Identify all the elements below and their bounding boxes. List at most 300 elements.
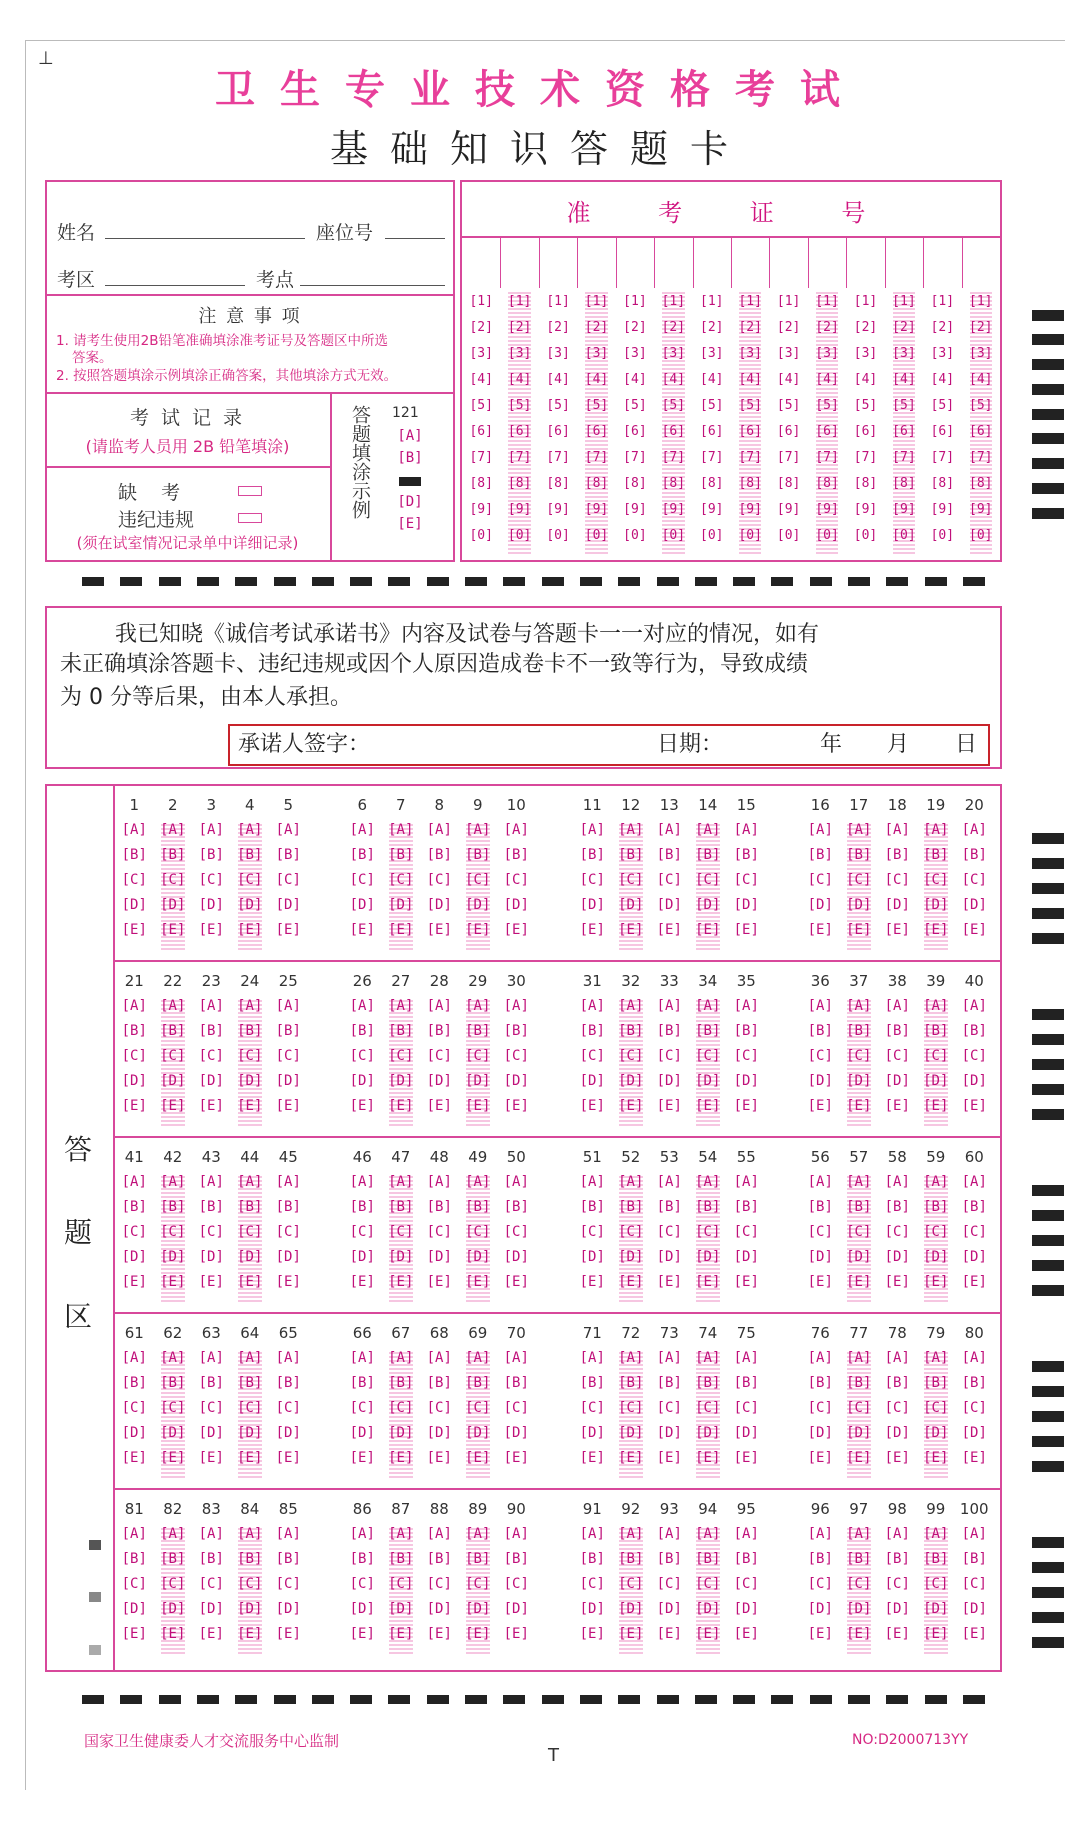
answer-bubble[interactable]: [B] (695, 1375, 721, 1391)
ticket-digit-bubble[interactable]: [9] (623, 502, 647, 517)
answer-bubble[interactable]: [D] (961, 1073, 987, 1089)
answer-bubble[interactable]: [E] (388, 1098, 414, 1114)
answer-bubble[interactable]: [D] (160, 1073, 186, 1089)
answer-bubble[interactable]: [D] (237, 1601, 263, 1617)
answer-bubble[interactable]: [A] (426, 1526, 452, 1542)
ticket-digit-bubble[interactable]: [5] (623, 398, 647, 413)
ticket-digit-bubble[interactable]: [1] (507, 294, 532, 309)
answer-bubble[interactable]: [A] (656, 998, 682, 1014)
answer-bubble[interactable]: [C] (807, 1224, 833, 1240)
answer-bubble[interactable]: [A] (579, 1174, 605, 1190)
answer-bubble[interactable]: [D] (121, 897, 147, 913)
answer-bubble[interactable]: [D] (121, 1249, 147, 1265)
answer-bubble[interactable]: [A] (923, 1174, 949, 1190)
answer-bubble[interactable]: [A] (121, 1526, 147, 1542)
answer-bubble[interactable]: [E] (465, 1450, 491, 1466)
answer-bubble[interactable]: [C] (465, 1400, 491, 1416)
answer-bubble[interactable]: [A] (961, 998, 987, 1014)
answer-bubble[interactable]: [D] (465, 1601, 491, 1617)
answer-bubble[interactable]: [C] (503, 1400, 529, 1416)
answer-bubble[interactable]: [A] (618, 1526, 644, 1542)
ticket-digit-bubble[interactable]: [7] (584, 450, 609, 465)
answer-bubble[interactable]: [C] (884, 872, 910, 888)
answer-bubble[interactable]: [A] (503, 998, 529, 1014)
answer-bubble[interactable]: [C] (618, 1400, 644, 1416)
answer-bubble[interactable]: [C] (846, 1400, 872, 1416)
ticket-digit-bubble[interactable]: [1] (892, 294, 916, 309)
answer-bubble[interactable]: [E] (237, 1274, 263, 1290)
answer-bubble[interactable]: [D] (923, 1425, 949, 1441)
answer-bubble[interactable]: [C] (160, 1576, 186, 1592)
answer-bubble[interactable]: [D] (618, 1073, 644, 1089)
answer-bubble[interactable]: [D] (198, 1073, 224, 1089)
ticket-digit-bubble[interactable]: [1] (661, 294, 686, 309)
answer-bubble[interactable]: [B] (503, 1199, 529, 1215)
answer-bubble[interactable]: [C] (465, 872, 491, 888)
answer-bubble[interactable]: [B] (198, 1199, 224, 1215)
answer-bubble[interactable]: [D] (656, 1073, 682, 1089)
answer-bubble[interactable]: [E] (846, 1098, 872, 1114)
answer-bubble[interactable]: [A] (807, 1350, 833, 1366)
answer-bubble[interactable]: [C] (388, 1048, 414, 1064)
answer-bubble[interactable]: [C] (275, 1224, 301, 1240)
answer-bubble[interactable]: [C] (237, 1224, 263, 1240)
answer-bubble[interactable]: [D] (349, 1601, 375, 1617)
answer-bubble[interactable]: [D] (237, 1249, 263, 1265)
ticket-digit-bubble[interactable]: [2] (969, 320, 993, 335)
answer-bubble[interactable]: [A] (121, 1174, 147, 1190)
answer-bubble[interactable]: [B] (349, 1199, 375, 1215)
answer-bubble[interactable]: [B] (884, 1551, 910, 1567)
answer-bubble[interactable]: [C] (961, 1400, 987, 1416)
answer-bubble[interactable]: [C] (503, 1576, 529, 1592)
area-field[interactable] (105, 285, 245, 286)
ticket-digit-bubble[interactable]: [1] (776, 294, 801, 309)
answer-bubble[interactable]: [C] (198, 1224, 224, 1240)
answer-bubble[interactable]: [E] (121, 1098, 147, 1114)
answer-bubble[interactable]: [A] (807, 822, 833, 838)
answer-bubble[interactable]: [B] (923, 1199, 949, 1215)
answer-bubble[interactable]: [B] (923, 1375, 949, 1391)
ticket-digit-bubble[interactable]: [3] (930, 346, 955, 361)
answer-bubble[interactable]: [B] (237, 1375, 263, 1391)
answer-bubble[interactable]: [B] (846, 1375, 872, 1391)
ticket-digit-bubble[interactable]: [4] (892, 372, 916, 387)
answer-bubble[interactable]: [C] (923, 1224, 949, 1240)
answer-bubble[interactable]: [A] (656, 1526, 682, 1542)
ticket-digit-bubble[interactable]: [5] (507, 398, 532, 413)
answer-bubble[interactable]: [E] (656, 1098, 682, 1114)
ticket-digit-bubble[interactable]: [9] (815, 502, 839, 517)
answer-bubble[interactable]: [C] (579, 1576, 605, 1592)
answer-bubble[interactable]: [C] (807, 1048, 833, 1064)
ticket-digit-bubble[interactable]: [2] (507, 320, 532, 335)
answer-bubble[interactable]: [E] (465, 1274, 491, 1290)
ticket-digit-bubble[interactable]: [3] (469, 346, 493, 361)
answer-bubble[interactable]: [C] (846, 1224, 872, 1240)
ticket-digit-bubble[interactable]: [8] (507, 476, 532, 491)
ticket-digit-bubble[interactable]: [5] (469, 398, 493, 413)
answer-bubble[interactable]: [E] (349, 1098, 375, 1114)
answer-bubble[interactable]: [A] (198, 1526, 224, 1542)
answer-bubble[interactable]: [C] (923, 1400, 949, 1416)
ticket-digit-bubble[interactable]: [5] (546, 398, 570, 413)
answer-bubble[interactable]: [C] (695, 872, 721, 888)
answer-bubble[interactable]: [E] (121, 1626, 147, 1642)
ticket-digit-bubble[interactable]: [9] (507, 502, 532, 517)
answer-bubble[interactable]: [E] (198, 1450, 224, 1466)
answer-bubble[interactable]: [D] (923, 897, 949, 913)
answer-bubble[interactable]: [E] (388, 1626, 414, 1642)
answer-bubble[interactable]: [C] (349, 1048, 375, 1064)
answer-bubble[interactable]: [E] (884, 1274, 910, 1290)
answer-bubble[interactable]: [B] (579, 1551, 605, 1567)
ticket-digit-bubble[interactable]: [3] (661, 346, 686, 361)
answer-bubble[interactable]: [B] (961, 1375, 987, 1391)
answer-bubble[interactable]: [B] (275, 1199, 301, 1215)
answer-bubble[interactable]: [E] (618, 1450, 644, 1466)
ticket-digit-bubble[interactable]: [9] (469, 502, 493, 517)
answer-bubble[interactable]: [D] (579, 1073, 605, 1089)
answer-bubble[interactable]: [B] (388, 1375, 414, 1391)
answer-bubble[interactable]: [E] (923, 1626, 949, 1642)
answer-bubble[interactable]: [C] (923, 1576, 949, 1592)
answer-bubble[interactable]: [D] (695, 1073, 721, 1089)
answer-bubble[interactable]: [D] (388, 1601, 414, 1617)
answer-bubble[interactable]: [A] (961, 1174, 987, 1190)
answer-bubble[interactable]: [A] (656, 822, 682, 838)
answer-bubble[interactable]: [B] (388, 1023, 414, 1039)
answer-bubble[interactable]: [C] (656, 1048, 682, 1064)
answer-bubble[interactable]: [A] (160, 1526, 186, 1542)
answer-bubble[interactable]: [C] (923, 1048, 949, 1064)
answer-bubble[interactable]: [B] (807, 1199, 833, 1215)
answer-bubble[interactable]: [E] (160, 1098, 186, 1114)
answer-bubble[interactable]: [E] (388, 1450, 414, 1466)
answer-bubble[interactable]: [C] (275, 872, 301, 888)
answer-bubble[interactable]: [E] (237, 922, 263, 938)
ticket-digit-bubble[interactable]: [1] (738, 294, 762, 309)
answer-bubble[interactable]: [B] (237, 1551, 263, 1567)
answer-bubble[interactable]: [A] (733, 822, 759, 838)
answer-bubble[interactable]: [A] (349, 1174, 375, 1190)
ticket-digit-bubble[interactable]: [6] (930, 424, 955, 439)
answer-bubble[interactable]: [A] (807, 1174, 833, 1190)
answer-bubble[interactable]: [D] (846, 1073, 872, 1089)
answer-bubble[interactable]: [E] (846, 1274, 872, 1290)
answer-bubble[interactable]: [B] (884, 1199, 910, 1215)
answer-bubble[interactable]: [D] (388, 897, 414, 913)
answer-bubble[interactable]: [A] (695, 1350, 721, 1366)
ticket-digit-bubble[interactable]: [0] (546, 528, 570, 543)
ticket-digit-bubble[interactable]: [9] (546, 502, 570, 517)
answer-bubble[interactable]: [D] (160, 1425, 186, 1441)
answer-bubble[interactable]: [E] (388, 1274, 414, 1290)
answer-bubble[interactable]: [C] (656, 872, 682, 888)
answer-bubble[interactable]: [D] (121, 1073, 147, 1089)
answer-bubble[interactable]: [B] (884, 1375, 910, 1391)
answer-bubble[interactable]: [B] (121, 847, 147, 863)
ticket-digit-bubble[interactable]: [1] (930, 294, 955, 309)
answer-bubble[interactable]: [C] (695, 1400, 721, 1416)
answer-bubble[interactable]: [A] (237, 1350, 263, 1366)
answer-bubble[interactable]: [B] (618, 1375, 644, 1391)
ticket-digit-bubble[interactable]: [1] (853, 294, 878, 309)
ticket-digit-bubble[interactable]: [9] (738, 502, 762, 517)
answer-bubble[interactable]: [A] (275, 1350, 301, 1366)
answer-bubble[interactable]: [A] (349, 1526, 375, 1542)
answer-bubble[interactable]: [C] (618, 1048, 644, 1064)
answer-bubble[interactable]: [C] (198, 1048, 224, 1064)
answer-bubble[interactable]: [E] (503, 1450, 529, 1466)
answer-bubble[interactable]: [A] (237, 822, 263, 838)
answer-bubble[interactable]: [C] (198, 1400, 224, 1416)
answer-bubble[interactable]: [E] (961, 922, 987, 938)
answer-bubble[interactable]: [D] (884, 897, 910, 913)
answer-bubble[interactable]: [B] (503, 1023, 529, 1039)
answer-bubble[interactable]: [B] (198, 1375, 224, 1391)
answer-bubble[interactable]: [C] (656, 1400, 682, 1416)
answer-bubble[interactable]: [A] (923, 998, 949, 1014)
answer-bubble[interactable]: [E] (503, 922, 529, 938)
answer-bubble[interactable]: [A] (923, 1350, 949, 1366)
ticket-digit-bubble[interactable]: [5] (776, 398, 801, 413)
answer-bubble[interactable]: [C] (695, 1224, 721, 1240)
ticket-digit-bubble[interactable]: [7] (853, 450, 878, 465)
answer-bubble[interactable]: [E] (961, 1098, 987, 1114)
answer-bubble[interactable]: [C] (884, 1048, 910, 1064)
answer-bubble[interactable]: [C] (465, 1224, 491, 1240)
answer-bubble[interactable]: [A] (503, 822, 529, 838)
answer-bubble[interactable]: [B] (618, 1551, 644, 1567)
answer-bubble[interactable]: [E] (656, 1450, 682, 1466)
answer-bubble[interactable]: [A] (160, 998, 186, 1014)
answer-bubble[interactable]: [B] (503, 1375, 529, 1391)
answer-bubble[interactable]: [E] (618, 1626, 644, 1642)
answer-bubble[interactable]: [E] (733, 1450, 759, 1466)
answer-bubble[interactable]: [D] (579, 1249, 605, 1265)
answer-bubble[interactable]: [B] (618, 1023, 644, 1039)
answer-bubble[interactable]: [E] (695, 1626, 721, 1642)
answer-bubble[interactable]: [C] (733, 1048, 759, 1064)
answer-bubble[interactable]: [E] (579, 1098, 605, 1114)
answer-bubble[interactable]: [B] (807, 1375, 833, 1391)
answer-bubble[interactable]: [A] (160, 1174, 186, 1190)
answer-bubble[interactable]: [B] (275, 1375, 301, 1391)
answer-bubble[interactable]: [C] (579, 1400, 605, 1416)
answer-bubble[interactable]: [D] (807, 1073, 833, 1089)
answer-bubble[interactable]: [A] (884, 822, 910, 838)
ticket-digit-bubble[interactable]: [2] (623, 320, 647, 335)
answer-bubble[interactable]: [B] (426, 847, 452, 863)
answer-bubble[interactable]: [A] (388, 822, 414, 838)
answer-bubble[interactable]: [D] (733, 1073, 759, 1089)
ticket-digit-bubble[interactable]: [3] (700, 346, 724, 361)
answer-bubble[interactable]: [E] (388, 922, 414, 938)
answer-bubble[interactable]: [E] (198, 1626, 224, 1642)
answer-bubble[interactable]: [D] (733, 897, 759, 913)
ticket-digit-bubble[interactable]: [9] (776, 502, 801, 517)
answer-bubble[interactable]: [E] (884, 1626, 910, 1642)
answer-bubble[interactable]: [E] (237, 1450, 263, 1466)
answer-bubble[interactable]: [B] (656, 1023, 682, 1039)
answer-bubble[interactable]: [B] (465, 1375, 491, 1391)
ticket-digit-bubble[interactable]: [8] (623, 476, 647, 491)
ticket-digit-bubble[interactable]: [9] (892, 502, 916, 517)
answer-bubble[interactable]: [B] (198, 1551, 224, 1567)
answer-bubble[interactable]: [D] (807, 897, 833, 913)
answer-bubble[interactable]: [D] (656, 1425, 682, 1441)
answer-bubble[interactable]: [A] (426, 1350, 452, 1366)
answer-bubble[interactable]: [D] (349, 1425, 375, 1441)
ticket-digit-bubble[interactable]: [8] (776, 476, 801, 491)
answer-bubble[interactable]: [D] (807, 1425, 833, 1441)
answer-bubble[interactable]: [B] (656, 1199, 682, 1215)
answer-bubble[interactable]: [D] (884, 1073, 910, 1089)
answer-bubble[interactable]: [A] (426, 998, 452, 1014)
ticket-digit-bubble[interactable]: [8] (738, 476, 762, 491)
answer-bubble[interactable]: [E] (237, 1626, 263, 1642)
answer-bubble[interactable]: [B] (465, 1199, 491, 1215)
ticket-digit-bubble[interactable]: [5] (700, 398, 724, 413)
answer-bubble[interactable]: [E] (695, 1450, 721, 1466)
answer-bubble[interactable]: [B] (121, 1199, 147, 1215)
answer-bubble[interactable]: [D] (695, 897, 721, 913)
answer-bubble[interactable]: [C] (160, 872, 186, 888)
answer-bubble[interactable]: [C] (656, 1224, 682, 1240)
answer-bubble[interactable]: [C] (388, 872, 414, 888)
answer-bubble[interactable]: [A] (807, 1526, 833, 1542)
answer-bubble[interactable]: [A] (121, 822, 147, 838)
answer-bubble[interactable]: [B] (465, 1023, 491, 1039)
ticket-digit-bubble[interactable]: [0] (853, 528, 878, 543)
answer-bubble[interactable]: [D] (923, 1601, 949, 1617)
answer-bubble[interactable]: [A] (426, 822, 452, 838)
answer-bubble[interactable]: [A] (733, 1174, 759, 1190)
answer-bubble[interactable]: [A] (733, 998, 759, 1014)
answer-bubble[interactable]: [E] (275, 1626, 301, 1642)
answer-bubble[interactable]: [C] (349, 1576, 375, 1592)
answer-bubble[interactable]: [C] (733, 872, 759, 888)
answer-bubble[interactable]: [C] (388, 1400, 414, 1416)
answer-bubble[interactable]: [A] (656, 1350, 682, 1366)
answer-bubble[interactable]: [C] (349, 1400, 375, 1416)
answer-bubble[interactable]: [B] (349, 1551, 375, 1567)
ticket-digit-bubble[interactable]: [8] (853, 476, 878, 491)
answer-bubble[interactable]: [C] (275, 1576, 301, 1592)
answer-bubble[interactable]: [E] (579, 922, 605, 938)
name-field[interactable] (105, 238, 305, 239)
answer-bubble[interactable]: [E] (961, 1274, 987, 1290)
answer-bubble[interactable]: [A] (618, 998, 644, 1014)
ticket-digit-bubble[interactable]: [2] (776, 320, 801, 335)
answer-bubble[interactable]: [B] (923, 847, 949, 863)
answer-bubble[interactable]: [E] (846, 1626, 872, 1642)
answer-bubble[interactable]: [E] (121, 922, 147, 938)
answer-bubble[interactable]: [E] (618, 922, 644, 938)
answer-bubble[interactable]: [C] (656, 1576, 682, 1592)
ticket-digit-bubble[interactable]: [1] (969, 294, 993, 309)
answer-bubble[interactable]: [B] (349, 1375, 375, 1391)
answer-bubble[interactable]: [C] (807, 1400, 833, 1416)
answer-bubble[interactable]: [D] (198, 1425, 224, 1441)
answer-bubble[interactable]: [B] (198, 847, 224, 863)
answer-bubble[interactable]: [D] (503, 1425, 529, 1441)
answer-bubble[interactable]: [A] (465, 998, 491, 1014)
ticket-digit-bubble[interactable]: [0] (469, 528, 493, 543)
answer-bubble[interactable]: [B] (160, 847, 186, 863)
answer-bubble[interactable]: [D] (349, 1249, 375, 1265)
answer-bubble[interactable]: [B] (961, 1199, 987, 1215)
answer-bubble[interactable]: [D] (426, 1249, 452, 1265)
answer-bubble[interactable]: [A] (388, 998, 414, 1014)
answer-bubble[interactable]: [D] (426, 897, 452, 913)
answer-bubble[interactable]: [A] (198, 1174, 224, 1190)
answer-bubble[interactable]: [A] (388, 1350, 414, 1366)
answer-bubble[interactable]: [B] (656, 1375, 682, 1391)
answer-bubble[interactable]: [E] (656, 1274, 682, 1290)
answer-bubble[interactable]: [D] (121, 1425, 147, 1441)
answer-bubble[interactable]: [C] (961, 1224, 987, 1240)
answer-bubble[interactable]: [B] (923, 1551, 949, 1567)
answer-bubble[interactable]: [D] (198, 1601, 224, 1617)
ticket-digit-bubble[interactable]: [6] (815, 424, 839, 439)
ticket-digit-bubble[interactable]: [1] (700, 294, 724, 309)
answer-bubble[interactable]: [E] (807, 1450, 833, 1466)
ticket-digit-bubble[interactable]: [9] (969, 502, 993, 517)
answer-bubble[interactable]: [D] (275, 1601, 301, 1617)
ticket-digit-bubble[interactable]: [2] (469, 320, 493, 335)
ticket-digit-bubble[interactable]: [3] (738, 346, 762, 361)
answer-bubble[interactable]: [E] (961, 1450, 987, 1466)
answer-bubble[interactable]: [B] (618, 847, 644, 863)
ticket-digit-bubble[interactable]: [9] (930, 502, 955, 517)
answer-bubble[interactable]: [C] (846, 872, 872, 888)
answer-bubble[interactable]: [C] (426, 1224, 452, 1240)
ticket-digit-bubble[interactable]: [3] (623, 346, 647, 361)
answer-bubble[interactable]: [D] (503, 1073, 529, 1089)
answer-bubble[interactable]: [C] (349, 1224, 375, 1240)
answer-bubble[interactable]: [E] (923, 1098, 949, 1114)
answer-bubble[interactable]: [D] (465, 1425, 491, 1441)
answer-bubble[interactable]: [C] (503, 1048, 529, 1064)
answer-bubble[interactable]: [A] (275, 1174, 301, 1190)
answer-bubble[interactable]: [E] (733, 1626, 759, 1642)
answer-bubble[interactable]: [E] (426, 1450, 452, 1466)
answer-bubble[interactable]: [C] (275, 1048, 301, 1064)
ticket-digit-bubble[interactable]: [2] (853, 320, 878, 335)
ticket-digit-bubble[interactable]: [0] (930, 528, 955, 543)
answer-bubble[interactable]: [C] (503, 872, 529, 888)
answer-bubble[interactable]: [A] (618, 1174, 644, 1190)
answer-bubble[interactable]: [E] (275, 1274, 301, 1290)
answer-bubble[interactable]: [A] (961, 1350, 987, 1366)
answer-bubble[interactable]: [D] (465, 897, 491, 913)
answer-bubble[interactable]: [D] (160, 1249, 186, 1265)
answer-bubble[interactable]: [A] (503, 1526, 529, 1542)
answer-bubble[interactable]: [D] (807, 1601, 833, 1617)
ticket-digit-bubble[interactable]: [7] (930, 450, 955, 465)
answer-bubble[interactable]: [A] (503, 1174, 529, 1190)
answer-bubble[interactable]: [B] (579, 847, 605, 863)
answer-bubble[interactable]: [D] (846, 1601, 872, 1617)
ticket-digit-bubble[interactable]: [6] (969, 424, 993, 439)
answer-bubble[interactable]: [E] (465, 922, 491, 938)
answer-bubble[interactable]: [E] (426, 922, 452, 938)
answer-bubble[interactable]: [B] (807, 1023, 833, 1039)
answer-bubble[interactable]: [A] (884, 998, 910, 1014)
answer-bubble[interactable]: [D] (275, 897, 301, 913)
